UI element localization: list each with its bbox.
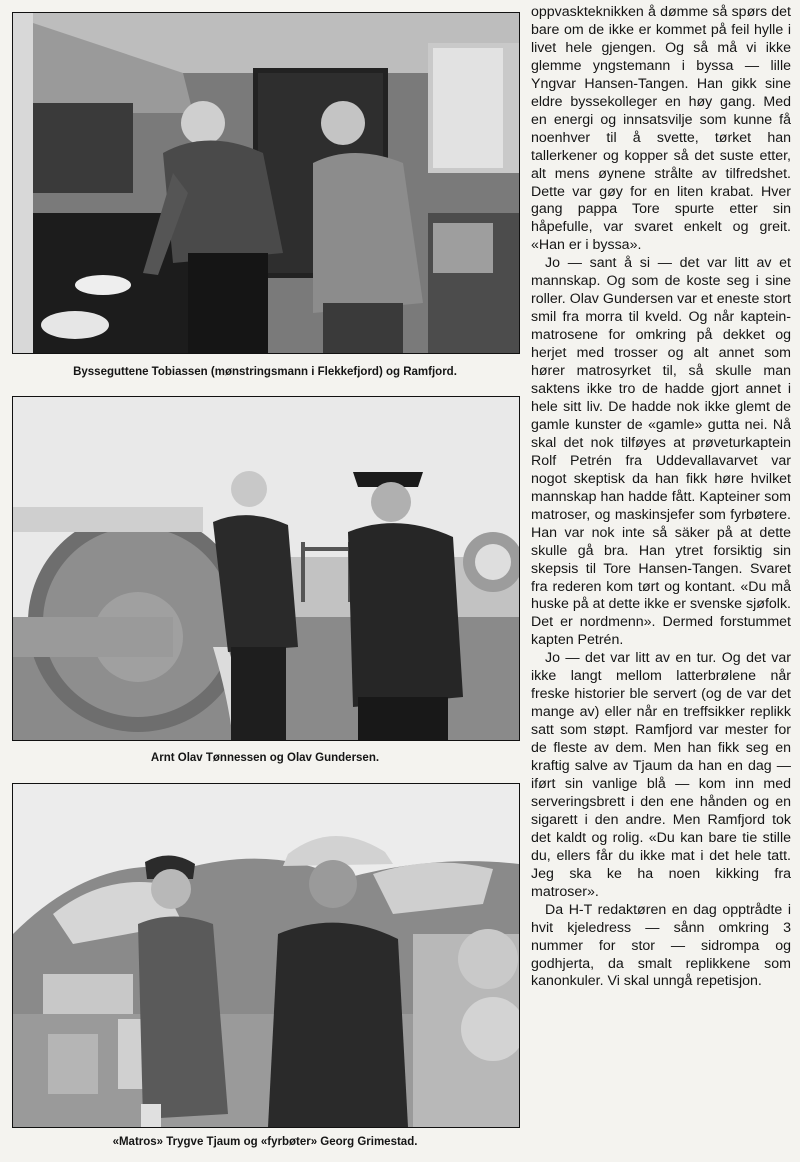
deck-photo-image <box>13 397 519 740</box>
crew-photo-image <box>13 784 519 1127</box>
article-paragraph-4: Da H-T redaktøren en dag opptrådte i hvit kjeledress — sånn omkring 3 nummer for stor — sidrompa og godhjerta, da smalt replikkene som kanonkuler. Vi skal unngå repetisjon. <box>531 901 791 990</box>
photo-caption-3: «Matros» Trygve Tjaum og «fyrbøter» Georg Grimestad. <box>112 1136 418 1148</box>
article-paragraph-2: Jo — sant å si — det var litt av et mannskap. Og som de koste seg i sine roller. Olav Gundersen var et eneste stort smil fra morra til kveld. Og når kaptein-matrosene for omkring på dekket og herjet med trosser og alt annet som hører matrosyrket til, så skulle man saktens ikke tro de hadde gjort annet i hele sitt liv. De hadde nok ikke glemt de gamle kunster de «gamle» gutta nei. Nå skal det nok tilføyes at prøveturkaptein Rolf Petrén fra Uddevallavarvet var nogot skeptisk da han fikk høre hvilket mannskap han hadde fått. Kapteiner som matroser, og maskinsjefer som fyrbøtere. Han var nok inte så säker på at dette skulle gå bra. Han ytret forsiktig sin skepsis til Tore Hansen-Tangen. Svaret fra rederen kom tørt og kontant. «Du må huske på at dette ikke er svenske sjøfolk. Det er nordmenn». Dermed forstummet kapten Petrén. <box>531 255 791 649</box>
photo-caption-2: Arnt Olav Tønnessen og Olav Gundersen. <box>150 752 380 764</box>
article-paragraph-3: Jo — det var litt av en tur. Og det var ikke langt mellom latterbrølene når freske historier ble servert (og de var det mange av) eller når en treffsikker replikk satt som støpt. Ramfjord var mester for de fleste av dem. Men han fikk seg en kraftig salve av Tjaum da han en dag — iført sin vanlige blå — kom inn med serveringsbrett i den ene hånden og en sigarett i den andre. Men Ramfjord tok det kaldt og rolig. «Du kan bare tie stille du, ellers får du ikke mat i det hele tatt. Jeg ska ke ha noen kikking fra matroser». <box>531 650 791 900</box>
article-paragraph-1: oppvaskteknikken å dømme så spørs det bare om de ikke er kommet på feil hylle i livet hele gjengen. Og så må vi ikke glemme yngstemann i byssa — lille Yngvar Hansen-Tangen. Han gikk sine eldre byssekolleger en høy gang. Med en energi og innsatsvilje som kunne få noenhver til å svette, tørket han tallerkener og kopper så det suste etter, alt mens øynene strålte av tilfredshet. Dette var gøy for en liten krabat. Hver gang pappa Tore spurte etter sin håpefulle, var svaret enkelt og greit. «Han er i byssa». <box>531 4 791 254</box>
photo-crew <box>12 783 520 1128</box>
article-column <box>531 4 791 1156</box>
photo-deck <box>12 396 520 741</box>
photo-galley <box>12 12 520 354</box>
photo-caption-1: Bysseguttene Tobiassen (mønstringsmann i Flekkefjord) og Ramfjord. <box>73 366 457 378</box>
galley-photo-image <box>13 13 519 353</box>
